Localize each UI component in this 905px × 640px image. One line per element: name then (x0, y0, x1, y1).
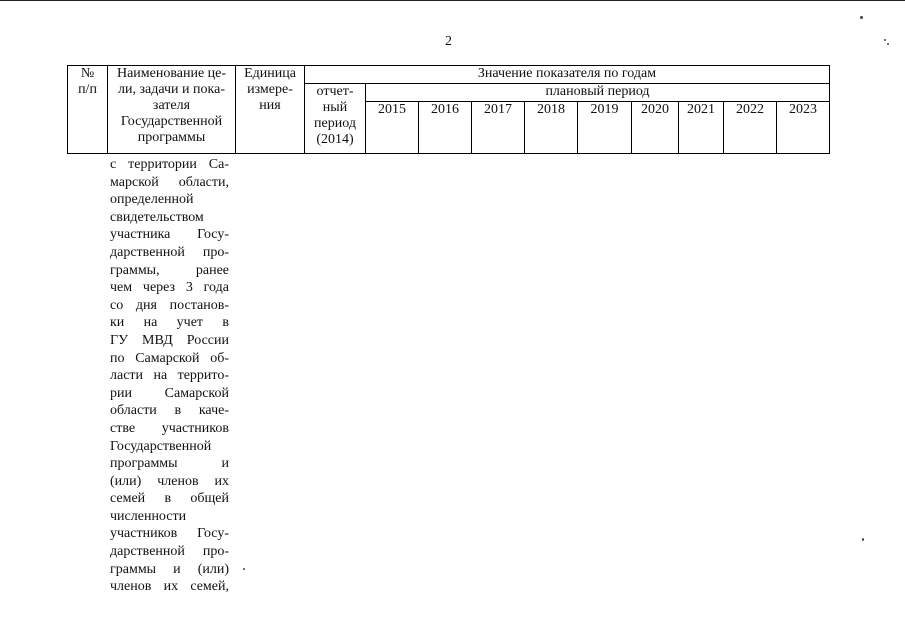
values-by-year-header: Значение показателя по годам (305, 66, 830, 84)
header-num-line: № (80, 66, 95, 81)
header-name-line: ли, задачи и пока- (118, 82, 225, 97)
col-number-header (68, 66, 108, 154)
indicator-name-text (110, 156, 229, 596)
text-line: Государственной (110, 438, 212, 454)
header-unit-line: измере- (247, 82, 293, 97)
text-line: численности (110, 508, 187, 524)
header-name-line: Государственной (120, 114, 223, 129)
col-unit-header (236, 66, 305, 154)
text-line: со дня постанов- (110, 297, 229, 313)
text-line: семей в общей (110, 491, 229, 507)
year-header: 2019 (578, 102, 632, 154)
header-report-line: отчет- (316, 84, 354, 99)
header-report-line: ный (322, 100, 348, 115)
indicator-table-header (67, 65, 830, 154)
text-line: области в каче- (110, 403, 229, 419)
header-report-line: (2014) (316, 132, 354, 147)
text-line: по Самарской об- (110, 350, 229, 366)
header-unit-line: Единица (244, 66, 296, 81)
text-line: граммы и (или) (110, 561, 229, 577)
scan-speck (887, 43, 889, 45)
text-line: определенной (110, 192, 194, 208)
header-report-line: период (314, 116, 356, 131)
header-name-line: программы (137, 130, 206, 145)
scan-speck (884, 39, 886, 41)
scan-speck (243, 568, 245, 570)
year-header: 2017 (472, 102, 525, 154)
year-header: 2016 (419, 102, 472, 154)
text-line: граммы, ранее (110, 262, 229, 278)
text-line: ласти на террито- (110, 368, 229, 384)
year-header: 2015 (366, 102, 419, 154)
text-line: стве участников (110, 420, 229, 436)
page-number: 2 (445, 34, 452, 49)
text-line: с территории Са- (110, 157, 229, 172)
text-line: членов их семей, (110, 579, 229, 595)
text-line: (или) членов их (110, 473, 229, 489)
text-line: марской области, (110, 174, 229, 190)
text-line: дарственной про- (110, 544, 229, 560)
text-line: свидетельством (110, 209, 204, 225)
text-line: рии Самарской (110, 385, 229, 401)
report-period-header (305, 84, 366, 154)
header-name-line: Наименование це- (116, 66, 227, 81)
text-line: ки на учет в (110, 315, 229, 331)
text-line: ГУ МВД России (110, 332, 229, 348)
year-header: 2021 (679, 102, 724, 154)
page-top-border (0, 0, 905, 1)
text-line: чем через 3 года (110, 280, 229, 296)
col-name-header (108, 66, 236, 154)
text-line: участника Госу- (110, 227, 229, 243)
year-header: 2023 (777, 102, 830, 154)
year-header: 2018 (525, 102, 578, 154)
text-line: участников Госу- (110, 526, 229, 542)
year-header: 2020 (632, 102, 679, 154)
header-num-line: п/п (78, 82, 97, 97)
year-header: 2022 (724, 102, 777, 154)
text-line: дарственной про- (110, 244, 229, 260)
scan-speck (860, 16, 863, 19)
header-unit-line: ния (259, 98, 281, 113)
scan-speck (862, 538, 864, 541)
planned-period-header: плановый период (366, 84, 830, 102)
text-line: программы и (110, 456, 229, 472)
header-name-line: зателя (152, 98, 191, 113)
